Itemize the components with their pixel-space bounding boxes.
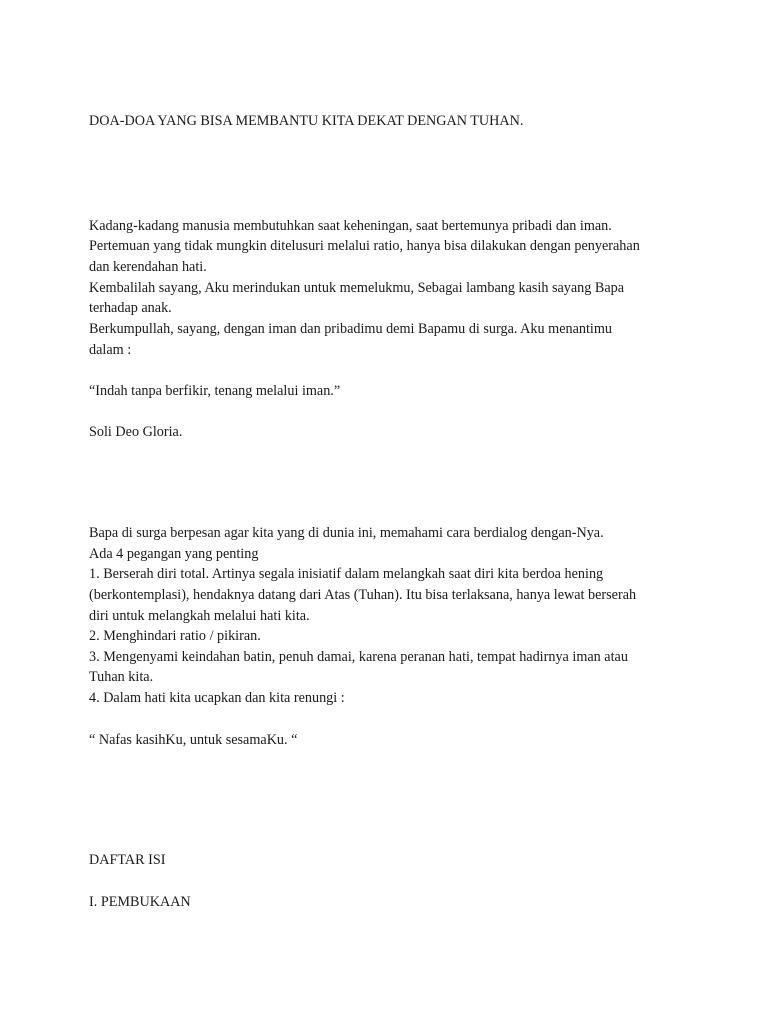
section-two-line: 4. Dalam hati kita ucapkan dan kita renungi : — [89, 690, 345, 706]
document-title: DOA-DOA YANG BISA MEMBANTU KITA DEKAT DENGAN TUHAN. — [89, 113, 524, 129]
section-two-line: Ada 4 pegangan yang penting — [89, 546, 259, 562]
section-two-line: Tuhan kita. — [89, 669, 154, 685]
section-two-line: 1. Berserah diri total. Artinya segala inisiatif dalam melangkah saat diri kita berdoa hening — [89, 566, 604, 582]
section-two-line: 3. Mengenyami keindahan batin, penuh damai, karena peranan hati, tempat hadirnya iman atau — [89, 649, 628, 665]
intro-line: Berkumpullah, sayang, dengan iman dan pribadimu demi Bapamu di surga. Aku menantimu — [89, 321, 612, 337]
intro-line: Kembalilah sayang, Aku merindukan untuk memelukmu, Sebagai lambang kasih sayang Bapa — [89, 280, 625, 296]
section-two-line: diri untuk melangkah melalui hati kita. — [89, 608, 310, 624]
section-two-line: Bapa di surga berpesan agar kita yang di dunia ini, memahami cara berdialog dengan-Nya. — [89, 525, 604, 541]
intro-line: Pertemuan yang tidak mungkin ditelusuri melalui ratio, hanya bisa dilakukan dengan penyerahan — [89, 238, 640, 254]
closing-text: Soli Deo Gloria. — [89, 424, 183, 440]
quote-two: “ Nafas kasihKu, untuk sesamaKu. “ — [89, 732, 298, 748]
intro-line: terhadap anak. — [89, 300, 172, 316]
intro-line: dan kerendahan hati. — [89, 259, 207, 275]
toc-item: I. PEMBUKAAN — [89, 894, 191, 910]
quote-one: “Indah tanpa berfikir, tenang melalui iman.” — [89, 383, 341, 399]
section-two-line: (berkontemplasi), hendaknya datang dari Atas (Tuhan). Itu bisa terlaksana, hanya lewat berserah — [89, 587, 637, 603]
intro-line: dalam : — [89, 342, 132, 358]
section-two-line: 2. Menghindari ratio / pikiran. — [89, 628, 261, 644]
toc-heading: DAFTAR ISI — [89, 852, 166, 868]
intro-line: Kadang-kadang manusia membutuhkan saat keheningan, saat bertemunya pribadi dan iman. — [89, 218, 612, 234]
